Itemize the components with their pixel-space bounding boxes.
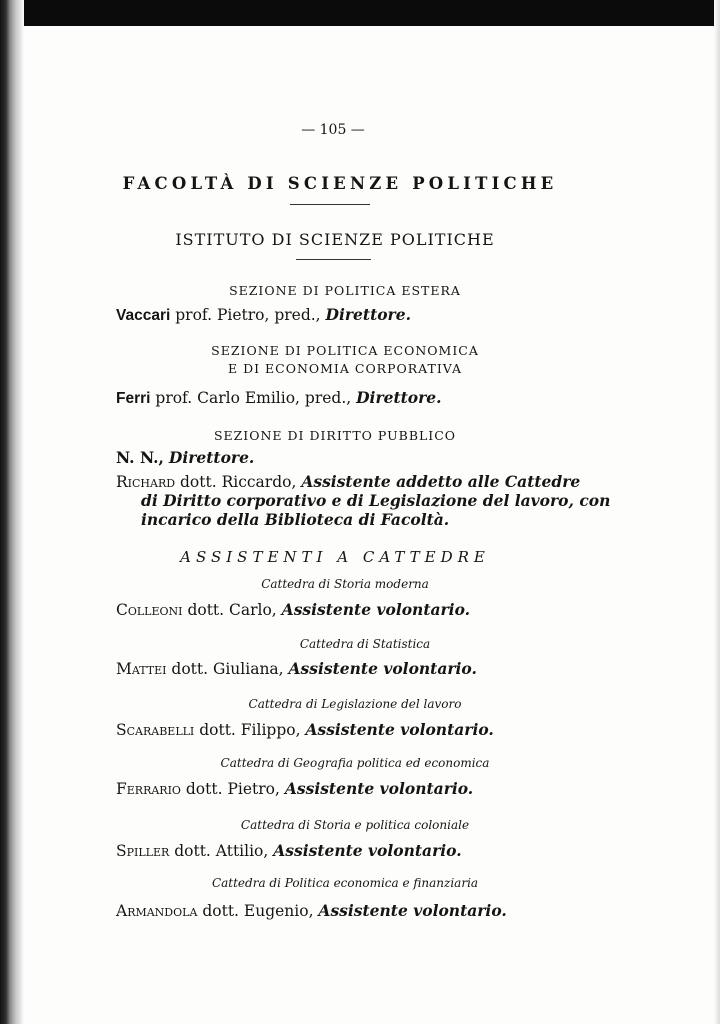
assistants-heading: ASSISTENTI A CATTEDRE xyxy=(180,548,490,566)
entry-name: Scarabelli xyxy=(116,721,195,739)
entry-role: Assistente addetto alle Cattedre xyxy=(301,472,581,491)
entry-name: Vaccari xyxy=(116,307,171,324)
entry-name: Ferrario xyxy=(116,780,181,798)
institute-title: ISTITUTO DI SCIENZE POLITICHE xyxy=(175,230,495,249)
entry xyxy=(116,472,580,491)
entry-details: dott. Attilio, xyxy=(169,842,274,860)
entry xyxy=(116,600,470,619)
entry-details: dott. Filippo, xyxy=(194,721,306,739)
entry-details: dott. Giuliana, xyxy=(166,660,289,678)
entry xyxy=(116,388,442,408)
entry xyxy=(116,305,411,325)
entry xyxy=(116,779,473,798)
chair-heading: Cattedra di Politica economica e finanziaria xyxy=(211,876,479,890)
entry xyxy=(116,841,462,860)
section-heading: SEZIONE DI DIRITTO PUBBLICO xyxy=(213,428,457,443)
entry-name: Armandola xyxy=(116,902,198,920)
scan-left-edge xyxy=(0,0,24,1024)
entry xyxy=(116,448,254,467)
page-number: — 105 — xyxy=(301,122,365,138)
divider xyxy=(290,204,370,205)
chair-heading: Cattedra di Statistica xyxy=(299,637,431,651)
chair-heading: Cattedra di Geografia politica ed economica xyxy=(220,756,490,770)
entry-role: Assistente volontario. xyxy=(318,901,507,920)
faculty-title: FACOLTÀ DI SCIENZE POLITICHE xyxy=(122,174,558,193)
entry-name: Richard xyxy=(116,473,176,491)
entry xyxy=(116,720,494,739)
entry-details: dott. Riccardo, xyxy=(175,473,302,491)
entry-role: Assistente volontario. xyxy=(281,600,471,619)
entry-role: Assistente volontario. xyxy=(273,841,462,860)
section-heading: SEZIONE DI POLITICA ECONOMICA xyxy=(211,343,479,358)
entry-role: Assistente volontario. xyxy=(288,659,477,678)
entry-role: Assistente volontario. xyxy=(305,720,494,739)
entry xyxy=(116,901,507,920)
entry-continuation xyxy=(141,510,449,529)
chair-heading: Cattedra di Legislazione del lavoro xyxy=(248,697,462,711)
entry-role: incarico della Biblioteca di Facoltà. xyxy=(141,510,450,529)
chair-heading: Cattedra di Storia moderna xyxy=(261,577,429,591)
entry-role: Direttore. xyxy=(168,448,255,467)
entry-continuation xyxy=(141,491,610,510)
entry-details: dott. Carlo, xyxy=(182,601,282,619)
entry-role: Direttore. xyxy=(325,305,411,324)
entry-name: Mattei xyxy=(116,660,167,678)
entry-role: Direttore. xyxy=(356,388,442,407)
entry-name: N. N., xyxy=(116,448,164,467)
scan-right-edge xyxy=(714,0,720,1024)
entry-role: Assistente volontario. xyxy=(284,779,474,798)
entry-name: Colleoni xyxy=(116,601,183,619)
entry-role: di Diritto corporativo e di Legislazione del lavoro, con xyxy=(141,491,611,510)
chair-heading: Cattedra di Storia e politica coloniale xyxy=(240,818,470,832)
section-heading: E DI ECONOMIA CORPORATIVA xyxy=(227,361,462,376)
section-heading: SEZIONE DI POLITICA ESTERA xyxy=(229,283,461,298)
divider xyxy=(296,259,371,260)
scan-top-border xyxy=(0,0,720,26)
entry-name: Spiller xyxy=(116,842,170,860)
entry-details: dott. Pietro, xyxy=(180,780,285,798)
entry xyxy=(116,659,477,678)
entry-name: Ferri xyxy=(116,390,151,407)
entry-details: dott. Eugenio, xyxy=(197,902,319,920)
entry-details: prof. Pietro, pred., xyxy=(170,306,326,324)
entry-details: prof. Carlo Emilio, pred., xyxy=(150,389,357,407)
